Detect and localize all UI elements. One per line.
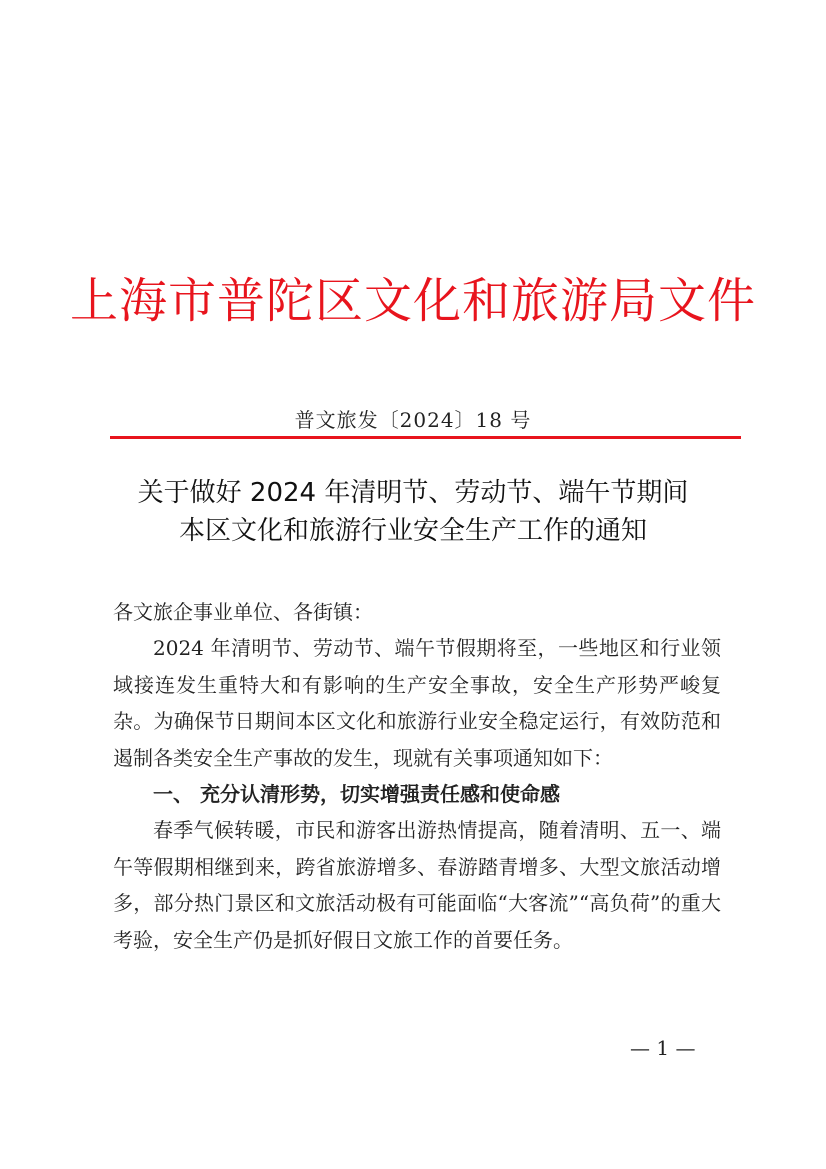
salutation: 各文旅企事业单位、各街镇： xyxy=(113,600,373,624)
paragraph-situation: 春季气候转暖，市民和游客出游热情提高，随着清明、五一、端午等假期相继到来，跨省旅游增多、春游踏青增多、大型文旅活动增多，部分热门景区和文旅活动极有可能面临“大客流”“高负荷”的重大考验，安全生产仍是抓好假日文旅工作的首要任务。 xyxy=(113,818,721,952)
section-heading-1: 一、 充分认清形势，切实增强责任感和使命感 xyxy=(153,782,560,807)
document-number: 普文旅发〔2024〕18 号 xyxy=(294,408,532,432)
page-number: — 1 — xyxy=(630,1036,696,1060)
notice-title xyxy=(60,474,766,550)
masthead-title: 上海市普陀区文化和旅游局文件 xyxy=(69,273,756,329)
notice-title-line-2: 本区文化和旅游行业安全生产工作的通知 xyxy=(178,516,647,546)
paragraph-intro: 2024 年清明节、劳动节、端午节假期将至，一些地区和行业领域接连发生重特大和有影响的生产安全事故，安全生产形势严峻复杂。为确保节日期间本区文化和旅游行业安全稳定运行，有效防范和遏制各类安全生产事故的发生，现就有关事项通知如下： xyxy=(113,636,721,770)
notice-title-line-1: 关于做好 2024 年清明节、劳动节、端午节期间 xyxy=(137,478,689,508)
notice-body xyxy=(113,594,721,958)
red-divider-line xyxy=(110,436,741,439)
